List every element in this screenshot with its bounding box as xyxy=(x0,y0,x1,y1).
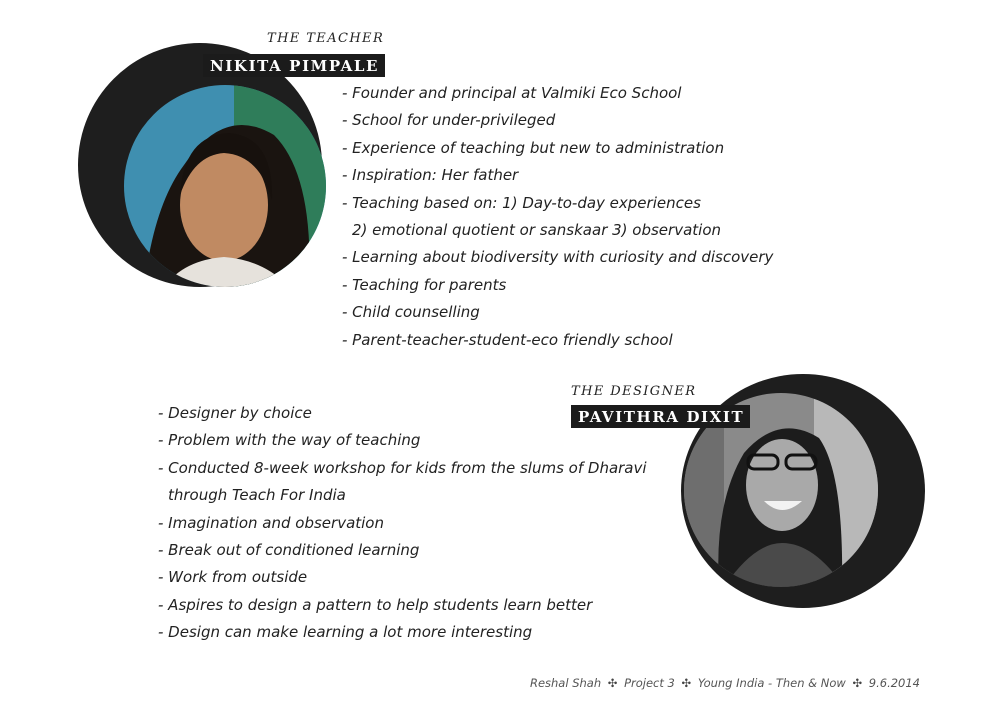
separator-icon: ✣ xyxy=(607,676,618,690)
designer-role-label: THE DESIGNER xyxy=(571,384,697,399)
list-item: - Learning about biodiversity with curiosity and discovery xyxy=(342,248,774,267)
list-item: - Inspiration: Her father xyxy=(342,166,519,185)
list-item: - Designer by choice xyxy=(158,404,312,422)
footer-project: Project 3 xyxy=(624,676,675,690)
list-item: - Work from outside xyxy=(158,568,308,587)
list-item: - Founder and principal at Valmiki Eco School xyxy=(342,84,682,102)
footer-date: 9.6.2014 xyxy=(868,676,920,690)
teacher-photo xyxy=(124,85,326,287)
list-item: - Break out of conditioned learning xyxy=(158,540,420,559)
separator-icon: ✣ xyxy=(681,676,692,690)
list-item: - Conducted 8-week workshop for kids from the slums of Dharavi xyxy=(158,458,647,477)
list-item: - Imagination and observation xyxy=(158,513,384,532)
list-item: through Teach For India xyxy=(168,486,346,505)
list-item: - School for under-privileged xyxy=(342,111,556,130)
designer-points-list xyxy=(158,400,647,647)
list-item: - Problem with the way of teaching xyxy=(158,431,421,450)
list-item: - Teaching based on: 1) Day-to-day experiences xyxy=(342,193,701,212)
list-item: - Aspires to design a pattern to help students learn better xyxy=(158,595,593,614)
list-item: 2) emotional quotient or sanskaar 3) observation xyxy=(352,220,722,239)
separator-icon: ✣ xyxy=(852,676,863,690)
teacher-name-label: NIKITA PIMPALE xyxy=(203,54,385,77)
teacher-points-list xyxy=(342,80,773,354)
footer-credits xyxy=(530,676,920,690)
footer-title: Young India - Then & Now xyxy=(697,676,846,690)
list-item: - Child counselling xyxy=(342,303,480,322)
teacher-role-label: THE TEACHER xyxy=(267,31,385,46)
designer-name-label: PAVITHRA DIXIT xyxy=(571,405,750,428)
list-item: - Experience of teaching but new to administration xyxy=(342,138,725,157)
footer-author: Reshal Shah xyxy=(529,676,602,690)
list-item: - Parent-teacher-student-eco friendly school xyxy=(342,330,673,349)
list-item: - Teaching for parents xyxy=(342,275,507,294)
list-item: - Design can make learning a lot more interesting xyxy=(158,623,533,642)
